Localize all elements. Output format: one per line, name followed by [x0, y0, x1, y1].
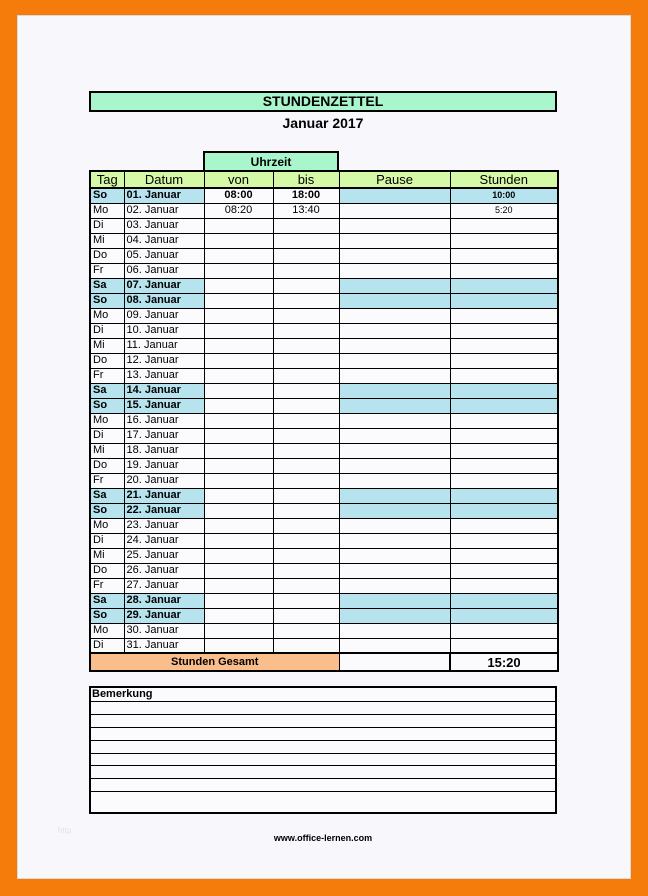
table-row — [90, 383, 558, 398]
table-row — [90, 398, 558, 413]
end-time-cell[interactable]: 18:00 — [273, 188, 339, 203]
note-line[interactable] — [91, 778, 555, 791]
date-cell: 26. Januar — [124, 563, 204, 578]
day-cell: Sa — [90, 593, 124, 608]
end-time-cell[interactable] — [273, 308, 339, 323]
end-time-cell[interactable] — [273, 533, 339, 548]
end-time-cell[interactable] — [273, 428, 339, 443]
note-line[interactable] — [91, 714, 555, 727]
date-cell: 25. Januar — [124, 548, 204, 563]
hours-cell[interactable] — [450, 428, 558, 443]
hours-cell[interactable] — [450, 293, 558, 308]
end-time-cell[interactable] — [273, 323, 339, 338]
end-time-cell[interactable] — [273, 248, 339, 263]
day-cell: Fr — [90, 263, 124, 278]
day-cell: Mo — [90, 308, 124, 323]
start-time-cell[interactable] — [204, 263, 273, 278]
table-row — [90, 428, 558, 443]
hours-cell[interactable] — [450, 248, 558, 263]
date-cell: 08. Januar — [124, 293, 204, 308]
table-row — [90, 248, 558, 263]
note-line[interactable] — [91, 791, 555, 804]
table-row — [90, 308, 558, 323]
date-cell: 09. Januar — [124, 308, 204, 323]
pause-cell[interactable] — [339, 473, 450, 488]
table-row — [90, 608, 558, 623]
date-cell: 27. Januar — [124, 578, 204, 593]
date-cell: 02. Januar — [124, 203, 204, 218]
pause-cell[interactable] — [339, 188, 450, 203]
day-cell: Do — [90, 248, 124, 263]
day-cell: So — [90, 398, 124, 413]
header-pause: Pause — [339, 171, 450, 188]
date-cell: 14. Januar — [124, 383, 204, 398]
table-row — [90, 203, 558, 218]
table-row — [90, 278, 558, 293]
pause-cell[interactable] — [339, 563, 450, 578]
hours-cell[interactable] — [450, 383, 558, 398]
pause-cell[interactable] — [339, 443, 450, 458]
pause-cell[interactable] — [339, 203, 450, 218]
timesheet-page — [17, 15, 631, 879]
start-time-cell[interactable] — [204, 473, 273, 488]
start-time-cell[interactable] — [204, 563, 273, 578]
hours-cell[interactable] — [450, 323, 558, 338]
hours-cell[interactable] — [450, 398, 558, 413]
notes-lines[interactable] — [91, 701, 555, 804]
table-header-row — [90, 171, 558, 188]
hours-cell[interactable] — [450, 488, 558, 503]
date-cell: 10. Januar — [124, 323, 204, 338]
pause-cell[interactable] — [339, 323, 450, 338]
end-time-cell[interactable] — [273, 338, 339, 353]
header-stunden: Stunden — [450, 171, 558, 188]
table-row — [90, 353, 558, 368]
pause-cell[interactable] — [339, 488, 450, 503]
pause-cell[interactable] — [339, 353, 450, 368]
hours-cell[interactable] — [450, 413, 558, 428]
total-value[interactable]: 15:20 — [450, 653, 558, 671]
start-time-cell[interactable] — [204, 383, 273, 398]
end-time-cell[interactable] — [273, 608, 339, 623]
end-time-cell[interactable]: 13:40 — [273, 203, 339, 218]
pause-cell[interactable] — [339, 608, 450, 623]
day-cell: Di — [90, 533, 124, 548]
table-row — [90, 533, 558, 548]
start-time-cell[interactable] — [204, 233, 273, 248]
start-time-cell[interactable] — [204, 548, 273, 563]
date-cell: 07. Januar — [124, 278, 204, 293]
day-cell: Di — [90, 218, 124, 233]
notes-box — [89, 686, 557, 814]
hours-cell[interactable]: 10:00 — [450, 188, 558, 203]
date-cell: 31. Januar — [124, 638, 204, 653]
note-line[interactable] — [91, 701, 555, 714]
hours-cell[interactable] — [450, 533, 558, 548]
watermark: http — [58, 826, 72, 835]
pause-cell[interactable] — [339, 593, 450, 608]
table-row — [90, 488, 558, 503]
start-time-cell[interactable] — [204, 443, 273, 458]
header-datum: Datum — [124, 171, 204, 188]
day-cell: Fr — [90, 578, 124, 593]
pause-cell[interactable] — [339, 368, 450, 383]
date-cell: 12. Januar — [124, 353, 204, 368]
end-time-cell[interactable] — [273, 623, 339, 638]
start-time-cell[interactable] — [204, 533, 273, 548]
start-time-cell[interactable] — [204, 368, 273, 383]
date-cell: 04. Januar — [124, 233, 204, 248]
date-cell: 28. Januar — [124, 593, 204, 608]
total-label: Stunden Gesamt — [90, 653, 339, 671]
pause-cell[interactable] — [339, 518, 450, 533]
end-time-cell[interactable] — [273, 398, 339, 413]
date-cell: 15. Januar — [124, 398, 204, 413]
end-time-cell[interactable] — [273, 218, 339, 233]
date-cell: 20. Januar — [124, 473, 204, 488]
day-cell: Do — [90, 353, 124, 368]
hours-cell[interactable] — [450, 353, 558, 368]
start-time-cell[interactable] — [204, 458, 273, 473]
table-row — [90, 593, 558, 608]
hours-cell[interactable] — [450, 308, 558, 323]
day-cell: Mo — [90, 623, 124, 638]
hours-cell[interactable] — [450, 233, 558, 248]
date-cell: 16. Januar — [124, 413, 204, 428]
end-time-cell[interactable] — [273, 578, 339, 593]
table-row — [90, 293, 558, 308]
date-cell: 24. Januar — [124, 533, 204, 548]
date-cell: 17. Januar — [124, 428, 204, 443]
day-cell: Fr — [90, 473, 124, 488]
table-row — [90, 233, 558, 248]
end-time-cell[interactable] — [273, 263, 339, 278]
note-line[interactable] — [91, 740, 555, 753]
start-time-cell[interactable] — [204, 518, 273, 533]
hours-cell[interactable] — [450, 638, 558, 653]
table-row — [90, 563, 558, 578]
hours-cell[interactable] — [450, 473, 558, 488]
table-row — [90, 443, 558, 458]
date-cell: 30. Januar — [124, 623, 204, 638]
start-time-cell[interactable] — [204, 338, 273, 353]
day-cell: Sa — [90, 383, 124, 398]
total-gap — [339, 653, 450, 671]
hours-cell[interactable] — [450, 458, 558, 473]
table-row — [90, 638, 558, 653]
hours-cell[interactable] — [450, 578, 558, 593]
hours-cell[interactable] — [450, 623, 558, 638]
start-time-cell[interactable] — [204, 293, 273, 308]
end-time-cell[interactable] — [273, 563, 339, 578]
day-cell: Di — [90, 428, 124, 443]
pause-cell[interactable] — [339, 233, 450, 248]
end-time-cell[interactable] — [273, 353, 339, 368]
day-cell: Di — [90, 638, 124, 653]
day-cell: Do — [90, 458, 124, 473]
end-time-cell[interactable] — [273, 593, 339, 608]
start-time-cell[interactable] — [204, 578, 273, 593]
pause-cell[interactable] — [339, 638, 450, 653]
table-row — [90, 503, 558, 518]
end-time-cell[interactable] — [273, 443, 339, 458]
pause-cell[interactable] — [339, 428, 450, 443]
hours-cell[interactable] — [450, 563, 558, 578]
start-time-cell[interactable] — [204, 623, 273, 638]
day-cell: Sa — [90, 488, 124, 503]
table-row — [90, 368, 558, 383]
date-cell: 29. Januar — [124, 608, 204, 623]
hours-cell[interactable] — [450, 518, 558, 533]
hours-cell[interactable] — [450, 608, 558, 623]
start-time-cell[interactable] — [204, 488, 273, 503]
pause-cell[interactable] — [339, 548, 450, 563]
day-cell: Do — [90, 563, 124, 578]
day-cell: Mo — [90, 413, 124, 428]
hours-cell[interactable] — [450, 338, 558, 353]
pause-cell[interactable] — [339, 398, 450, 413]
end-time-cell[interactable] — [273, 413, 339, 428]
date-cell: 01. Januar — [124, 188, 204, 203]
table-row — [90, 338, 558, 353]
note-line[interactable] — [91, 753, 555, 766]
pause-cell[interactable] — [339, 503, 450, 518]
day-cell: Mi — [90, 233, 124, 248]
footer-website: www.office-lernen.com — [273, 833, 373, 843]
date-cell: 22. Januar — [124, 503, 204, 518]
day-cell: Fr — [90, 368, 124, 383]
pause-cell[interactable] — [339, 383, 450, 398]
note-line[interactable] — [91, 765, 555, 778]
table-row — [90, 458, 558, 473]
timesheet-rows — [90, 188, 558, 653]
date-cell: 21. Januar — [124, 488, 204, 503]
hours-cell[interactable] — [450, 218, 558, 233]
day-cell: Mi — [90, 548, 124, 563]
day-cell: Mo — [90, 518, 124, 533]
table-row — [90, 473, 558, 488]
end-time-cell[interactable] — [273, 368, 339, 383]
uhrzeit-group-header: Uhrzeit — [203, 151, 339, 170]
sheet-subtitle: Januar 2017 — [282, 115, 364, 131]
start-time-cell[interactable] — [204, 413, 273, 428]
table-row — [90, 413, 558, 428]
pause-cell[interactable] — [339, 458, 450, 473]
end-time-cell[interactable] — [273, 473, 339, 488]
day-cell: So — [90, 608, 124, 623]
pause-cell[interactable] — [339, 308, 450, 323]
date-cell: 05. Januar — [124, 248, 204, 263]
end-time-cell[interactable] — [273, 638, 339, 653]
start-time-cell[interactable] — [204, 218, 273, 233]
header-bis: bis — [273, 171, 339, 188]
hours-cell[interactable] — [450, 263, 558, 278]
date-cell: 19. Januar — [124, 458, 204, 473]
pause-cell[interactable] — [339, 248, 450, 263]
end-time-cell[interactable] — [273, 278, 339, 293]
hours-cell[interactable] — [450, 278, 558, 293]
note-line[interactable] — [91, 727, 555, 740]
date-cell: 06. Januar — [124, 263, 204, 278]
table-row — [90, 623, 558, 638]
pause-cell[interactable] — [339, 533, 450, 548]
end-time-cell[interactable] — [273, 383, 339, 398]
hours-cell[interactable]: 5:20 — [450, 203, 558, 218]
hours-cell[interactable] — [450, 503, 558, 518]
start-time-cell[interactable]: 08:00 — [204, 188, 273, 203]
pause-cell[interactable] — [339, 578, 450, 593]
hours-cell[interactable] — [450, 593, 558, 608]
start-time-cell[interactable] — [204, 608, 273, 623]
total-row — [90, 653, 558, 671]
pause-cell[interactable] — [339, 293, 450, 308]
date-cell: 13. Januar — [124, 368, 204, 383]
day-cell: Sa — [90, 278, 124, 293]
start-time-cell[interactable] — [204, 638, 273, 653]
date-cell: 23. Januar — [124, 518, 204, 533]
day-cell: Di — [90, 323, 124, 338]
sheet-title: STUNDENZETTEL — [89, 91, 557, 112]
end-time-cell[interactable] — [273, 293, 339, 308]
hours-cell[interactable] — [450, 443, 558, 458]
start-time-cell[interactable] — [204, 353, 273, 368]
day-cell: Mo — [90, 203, 124, 218]
start-time-cell[interactable] — [204, 248, 273, 263]
end-time-cell[interactable] — [273, 458, 339, 473]
start-time-cell[interactable] — [204, 278, 273, 293]
end-time-cell[interactable] — [273, 548, 339, 563]
start-time-cell[interactable]: 08:20 — [204, 203, 273, 218]
table-row — [90, 218, 558, 233]
date-cell: 03. Januar — [124, 218, 204, 233]
day-cell: Mi — [90, 338, 124, 353]
start-time-cell[interactable] — [204, 398, 273, 413]
start-time-cell[interactable] — [204, 308, 273, 323]
pause-cell[interactable] — [339, 338, 450, 353]
end-time-cell[interactable] — [273, 503, 339, 518]
pause-cell[interactable] — [339, 263, 450, 278]
day-cell: So — [90, 188, 124, 203]
table-row — [90, 548, 558, 563]
table-row — [90, 188, 558, 203]
table-row — [90, 518, 558, 533]
day-cell: So — [90, 293, 124, 308]
header-von: von — [204, 171, 273, 188]
date-cell: 18. Januar — [124, 443, 204, 458]
start-time-cell[interactable] — [204, 428, 273, 443]
timesheet-table — [89, 170, 559, 672]
start-time-cell[interactable] — [204, 503, 273, 518]
day-cell: So — [90, 503, 124, 518]
day-cell: Mi — [90, 443, 124, 458]
pause-cell[interactable] — [339, 278, 450, 293]
start-time-cell[interactable] — [204, 323, 273, 338]
header-tag: Tag — [90, 171, 124, 188]
table-row — [90, 323, 558, 338]
end-time-cell[interactable] — [273, 233, 339, 248]
table-row — [90, 578, 558, 593]
pause-cell[interactable] — [339, 413, 450, 428]
table-row — [90, 263, 558, 278]
pause-cell[interactable] — [339, 623, 450, 638]
end-time-cell[interactable] — [273, 488, 339, 503]
end-time-cell[interactable] — [273, 518, 339, 533]
hours-cell[interactable] — [450, 548, 558, 563]
date-cell: 11. Januar — [124, 338, 204, 353]
hours-cell[interactable] — [450, 368, 558, 383]
start-time-cell[interactable] — [204, 593, 273, 608]
notes-title: Bemerkung — [92, 688, 153, 700]
pause-cell[interactable] — [339, 218, 450, 233]
